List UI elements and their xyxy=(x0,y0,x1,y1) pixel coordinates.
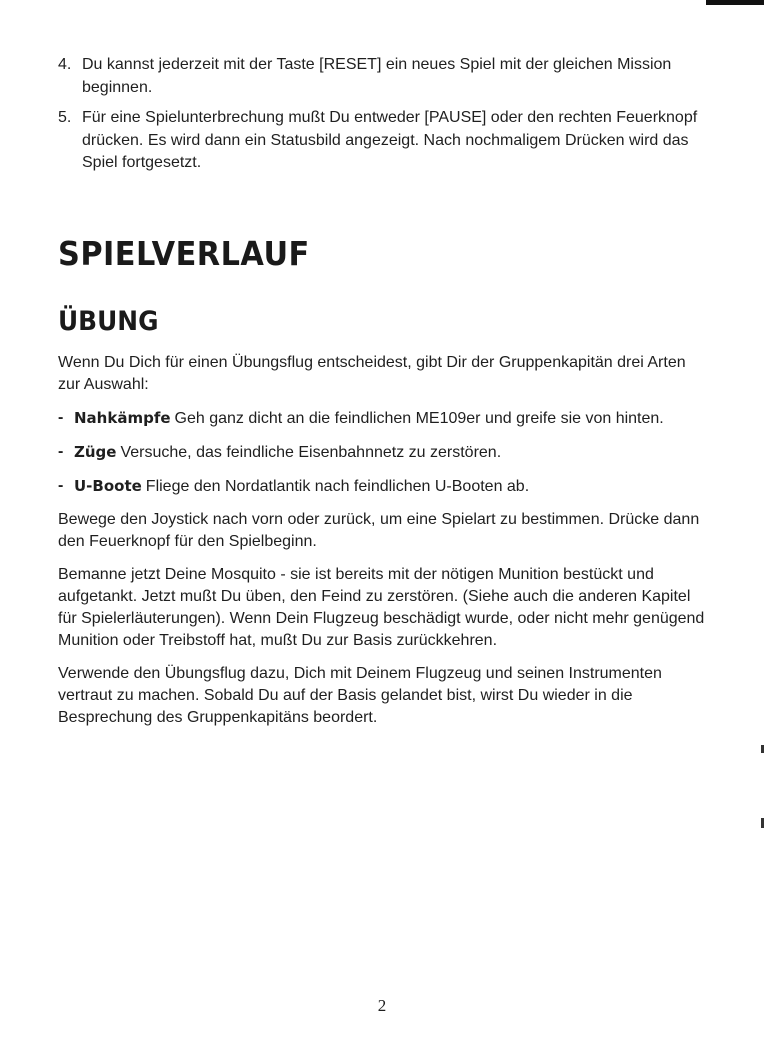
intro-paragraph: Wenn Du Dich für einen Übungsflug entscheidest, gibt Dir der Gruppenkapitän drei Arten zur Auswahl: xyxy=(58,354,686,393)
bullet-dash: - xyxy=(58,443,64,460)
numbered-list xyxy=(58,54,708,183)
paragraph: Bewege den Joystick nach vorn oder zurück, um eine Spielart zu bestimmen. Drücke dann den Feuerknopf für den Spielbeginn. xyxy=(58,511,700,550)
list-text: Für eine Spielunterbrechung mußt Du entweder [PAUSE] oder den rechten Feuerknopf drücken. Es wird dann ein Statusbild angezeigt. Nach nochmaligem Drücken wird das Spiel fortgesetzt. xyxy=(82,109,698,171)
list-item xyxy=(58,107,708,175)
bullet-item xyxy=(58,475,708,498)
section-heading: SPIELVERLAUF xyxy=(58,234,310,273)
bullet-text: Fliege den Nordatlantik nach feindlichen U-Booten ab. xyxy=(145,478,530,495)
list-text: Du kannst jederzeit mit der Taste [RESET] ein neues Spiel mit der gleichen Mission beginnen. xyxy=(82,56,672,96)
list-item xyxy=(58,54,708,99)
bullet-item xyxy=(58,441,708,464)
scan-edge-mark xyxy=(706,0,764,5)
paragraph: Bemanne jetzt Deine Mosquito - sie ist bereits mit der nötigen Munition bestückt und aufgetankt. Jetzt mußt Du üben, den Feind zu zerstören. (Siehe auch die anderen Kapitel für Spielerläuterungen). Wenn Dein Flugzeug beschädigt wurde, oder nicht mehr genügend Munition oder Treibstoff hat, mußt Du zur Basis zurückkehren. xyxy=(58,566,705,649)
bullet-dash: - xyxy=(58,477,64,494)
bullet-term: U-Boote xyxy=(74,477,142,495)
subsection-heading: ÜBUNG xyxy=(58,306,159,337)
bullet-item xyxy=(58,407,708,430)
bullet-text: Versuche, das feindliche Eisenbahnnetz zu zerstören. xyxy=(120,444,502,461)
bullet-term: Nahkämpfe xyxy=(74,409,171,427)
page-number: 2 xyxy=(377,996,387,1015)
bullet-dash: - xyxy=(58,409,64,426)
section-body xyxy=(58,352,708,740)
list-number: 5. xyxy=(58,109,72,126)
bullet-term: Züge xyxy=(74,443,117,461)
list-number: 4. xyxy=(58,56,72,73)
bullet-text: Geh ganz dicht an die feindlichen ME109er und greife sie von hinten. xyxy=(174,410,664,427)
paragraph: Verwende den Übungsflug dazu, Dich mit Deinem Flugzeug und seinen Instrumenten vertraut zu machen. Sobald Du auf der Basis gelandet bist, wirst Du wieder in die Besprechung des Gruppenkapitäns beordert. xyxy=(58,665,662,726)
